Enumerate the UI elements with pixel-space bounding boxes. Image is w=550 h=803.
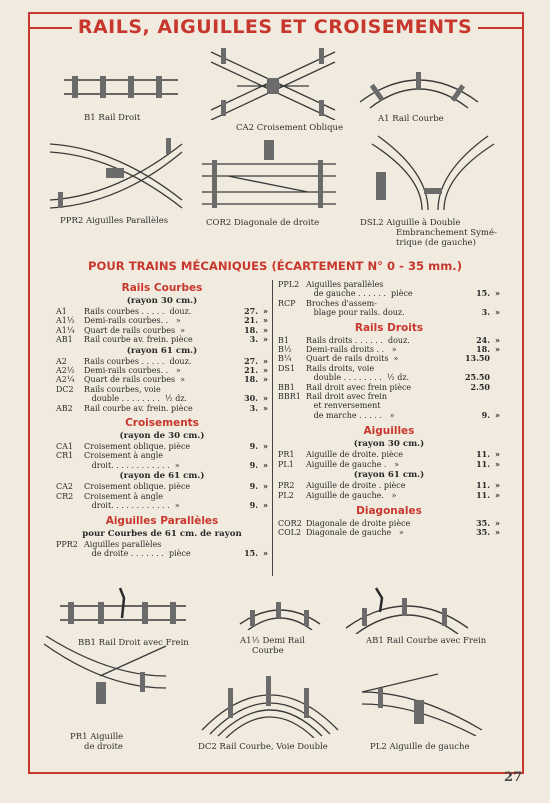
double-curve-illustration [198,666,342,738]
item-code [278,411,306,420]
price-row [56,482,268,491]
item-price: 3. [249,402,258,413]
item-code: PL2 [278,490,294,500]
item-price: 9. [249,441,258,452]
price-row [278,519,500,528]
item-description: Rails droits, voie [306,363,375,373]
price-row [56,307,268,316]
caption-cor2: COR2 Diagonale de droite [206,218,320,228]
rail-straight-illustration [62,62,180,108]
price-row [56,404,268,413]
item-code [278,289,306,298]
item-price: 18. [476,344,490,355]
price-mark: » [495,449,500,460]
item-price: 27. [244,306,258,316]
item-code: B½ [278,345,292,355]
item-description: de droite . . . . . . . pièce [84,548,191,558]
caption-ab1: AB1 Rail Courbe avec Frein [366,636,487,646]
item-code: CA1 [56,442,73,452]
price-mark: » [263,441,268,452]
price-row [278,336,500,345]
item-description: Croisement à angle [84,491,164,501]
item-price: 15. [244,547,258,558]
price-mark [490,373,500,382]
price-mark: » [495,344,500,355]
rail-straight-brake-illustration [58,584,188,628]
price-row [278,411,500,420]
switch-right-illustration [40,632,170,708]
item-description: Aiguille de droite. pièce [306,450,403,460]
price-row [56,366,268,375]
item-code: PPR2 [56,539,78,549]
price-mark [490,364,500,373]
column-divider [272,280,273,576]
item-code: RCP [278,298,296,308]
price-mark: » [263,374,268,385]
item-code [278,401,306,410]
price-mark: » [495,480,500,491]
caption-bb1: BB1 Rail Droit avec Frein [78,638,189,648]
price-mark: » [495,489,500,500]
price-mark: » [263,500,268,511]
price-mark: » [263,355,268,366]
item-price: 3. [481,307,490,318]
section-diagonales: Diagonales [356,504,422,517]
crossing-oblique-illustration [207,42,339,120]
item-code: PL1 [278,459,294,469]
price-row [56,442,268,451]
item-code [278,373,306,382]
item-description: Croisement à angle [84,451,164,461]
price-mark: » [263,315,268,326]
caption-pr1-2: de droite [84,742,123,752]
item-price [462,392,490,401]
subheading-aiguilles-61: (rayon 61 cm.) [353,470,425,481]
item-price: 11. [476,458,490,469]
price-row [56,357,268,366]
price-row [278,491,500,500]
item-code: DS1 [278,363,295,373]
caption-dc2: DC2 Rail Courbe, Voie Double [198,742,328,752]
price-row [56,501,268,510]
price-mark: » [263,547,268,558]
item-code: COL2 [278,528,302,538]
caption-ca2: CA2 Croisement Oblique [236,123,344,133]
caption-pl2: PL2 Aiguille de gauche [370,742,470,752]
item-price: 11. [476,480,490,491]
price-row [56,549,268,558]
item-code: A2¼ [56,375,75,385]
price-row [56,451,268,460]
price-row [278,528,500,537]
price-mark: » [495,307,500,318]
item-description: Diagonale de gauche » [306,528,404,538]
item-description: Quart de rails courbes » [84,325,186,335]
item-price: 30. [244,393,258,404]
catalog-heading: POUR TRAINS MÉCANIQUES (ÉCARTEMENT N° 0 - 35 mm.) [87,259,463,273]
price-row [278,289,500,298]
item-description: et renversement [306,401,381,411]
item-description: double . . . . . . . . ½ dz. [306,373,410,383]
item-code: A1½ [56,316,75,326]
section-croisements: Croisements [125,417,199,430]
caption-b1: B1 Rail Droit [84,113,141,123]
price-mark: » [263,324,268,335]
price-row [278,354,500,363]
item-price: 15. [476,288,490,299]
item-code [56,501,84,510]
item-price: 27. [244,355,258,366]
price-mark: » [263,402,268,413]
item-code [56,394,84,403]
item-code: CR1 [56,451,74,461]
price-row [278,383,500,392]
item-code: B1 [278,335,289,345]
price-mark: » [495,517,500,528]
caption-dsl2-3: trique (de gauche) [396,238,476,248]
item-description: Quart de rails courbes » [84,375,186,385]
subheading-pour-courbes: pour Courbes de 61 cm. de rayon [82,528,242,539]
item-code: DC2 [56,384,74,394]
price-mark: » [495,334,500,345]
item-code: A2 [56,356,67,366]
price-mark: » [495,527,500,538]
item-code [278,308,306,317]
item-code: COR2 [278,518,302,528]
item-price: 35. [476,527,490,538]
item-description: Rail droit avec frein [306,392,387,402]
item-code: PR1 [278,450,295,460]
item-price: 13.50 [464,353,490,364]
item-description: Demi-rails courbes. . » [84,316,181,326]
item-price: 9. [481,409,490,420]
price-mark: » [495,409,500,420]
price-mark: » [495,288,500,299]
item-description: Quart de rails droits » [306,354,399,364]
curve-brake-illustration [342,586,472,634]
item-description: Diagonale de droite pièce [306,518,411,528]
item-price: 18. [244,374,258,385]
item-description: Demi-rails droits . . » [306,345,397,355]
price-row [278,299,500,308]
item-description: droit. . . . . . . . . . . . » [84,460,180,470]
caption-ppr2: PPR2 Aiguilles Parallèles [60,216,169,226]
price-mark: » [263,334,268,345]
price-row [278,401,500,410]
left-price-column [56,280,268,558]
item-description: Rail droit avec frein pièce [306,382,412,392]
price-mark [490,383,500,392]
item-code: A1¼ [56,325,75,335]
right-price-column [278,280,500,538]
price-mark: » [263,393,268,404]
item-code: BBR1 [278,392,301,402]
switch-left-illustration [358,670,488,736]
section-rails-droits: Rails Droits [354,321,424,334]
item-description: blage pour rails. douz. [306,308,405,318]
item-description: de gauche . . . . . . pièce [306,289,413,299]
item-description: Rails courbes . . . . . douz. [84,356,192,366]
price-row [56,540,268,549]
item-price: 11. [476,449,490,460]
subheading-rayon-61: (rayon 61 cm.) [126,345,198,356]
price-mark: » [263,365,268,376]
item-price: 3. [249,334,258,345]
caption-a1half-1: A1½ Demi Rail [240,636,305,646]
price-row [56,385,268,394]
price-row [278,373,500,382]
item-code: A2½ [56,366,75,376]
item-price: 21. [244,365,258,376]
page-title: RAILS, AIGUILLES ET CROISEMENTS [0,16,550,38]
item-code: B¼ [278,354,292,364]
price-mark: » [263,306,268,316]
item-description: Aiguille de droite . pièce [306,481,406,491]
item-code: PPL2 [278,280,300,289]
item-code: BB1 [278,382,295,392]
section-aiguilles: Aiguilles [363,425,415,438]
caption-a1: A1 Rail Courbe [378,114,444,124]
price-row [56,394,268,403]
page-number: 27 [504,770,523,785]
price-row [56,335,268,344]
item-price: 24. [476,334,490,345]
subheading-aiguilles-30: (rayon 30 cm.) [353,439,425,450]
item-price: 25.50 [464,372,490,383]
item-code: AB2 [56,403,73,413]
caption-a1half-2: Courbe [252,646,284,656]
item-code: CR2 [56,491,74,501]
item-price: 2.50 [470,381,490,392]
caption-pr1-1: PR1 Aiguille [70,732,124,742]
rail-curve-illustration [356,62,482,110]
price-row [278,450,500,459]
price-row [278,460,500,469]
item-description: de marche . . . . . » [306,410,395,420]
item-price: 11. [476,489,490,500]
item-description: Broches d'assem- [306,298,377,308]
parallel-switch-illustration [46,134,186,210]
item-description: Aiguilles parallèles [306,280,384,289]
diagonal-right-illustration [198,136,340,212]
item-description: Aiguille de gauche . » [306,459,399,469]
item-price: 9. [249,481,258,492]
item-description: Aiguille de gauche. » [306,490,397,500]
item-price: 35. [476,517,490,528]
price-row [278,481,500,490]
caption-dsl2-2: Embranchement Symé- [396,228,497,238]
item-description: double . . . . . . . . ½ dz. [84,394,188,404]
price-row [56,316,268,325]
item-code [56,461,84,470]
item-code: PR2 [278,481,295,491]
item-description: Rail courbe av. frein. pièce [84,403,193,413]
item-description: Croisement oblique. pièce [84,442,191,452]
price-row [56,375,268,384]
item-description: droit. . . . . . . . . . . . » [84,501,180,511]
double-switch-illustration [368,132,496,212]
item-description: Rails courbes, voie [84,384,161,394]
caption-dsl2-1: DSL2 Aiguille à Double [360,218,461,228]
item-description: Demi-rails courbes. . » [84,366,181,376]
price-mark: » [495,458,500,469]
item-description: Rails courbes . . . . . douz. [84,307,192,316]
price-mark: » [263,459,268,470]
price-row [278,280,500,289]
subheading-croisements-61: (rayon de 61 cm.) [119,471,205,482]
item-code: CA2 [56,482,73,492]
item-price: 9. [249,500,258,511]
subheading-rayon-30: (rayon 30 cm.) [126,296,198,306]
item-price: 21. [244,315,258,326]
half-curve-illustration [236,594,324,630]
item-code: A1 [56,307,67,316]
section-rails-courbes: Rails Courbes [121,282,203,294]
item-code [56,549,84,558]
item-price: 18. [244,324,258,335]
subheading-croisements-30: (rayon de 30 cm.) [119,431,205,442]
price-row [278,392,500,401]
item-price: 9. [249,459,258,470]
price-row [278,308,500,317]
price-mark [490,354,500,363]
price-row [56,326,268,335]
price-row [56,492,268,501]
item-description: Aiguilles parallèles [84,539,162,549]
item-description: Rail courbe av. frein. pièce [84,335,193,345]
section-aiguilles-paralleles: Aiguilles Parallèles [105,514,219,527]
item-code: AB1 [56,335,73,345]
price-row [56,461,268,470]
item-description: Rails droits . . . . . . douz. [306,335,410,345]
price-mark: » [263,481,268,492]
price-mark [490,392,500,401]
item-description: Croisement oblique. pièce [84,482,191,492]
